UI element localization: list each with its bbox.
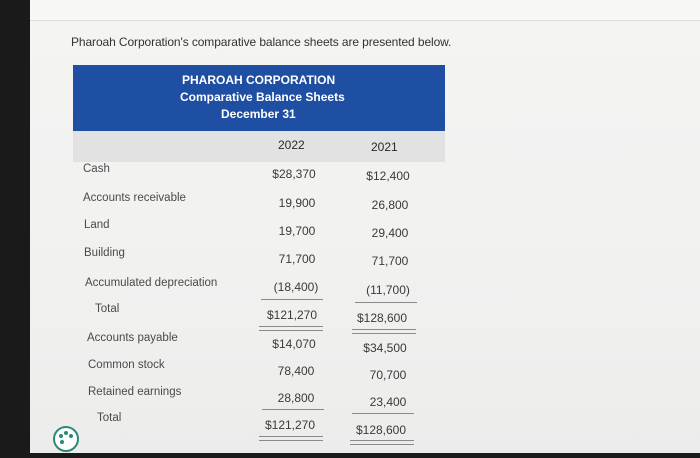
building-2022: 71,700 (278, 252, 316, 266)
underline-retained-2021 (352, 413, 414, 414)
underline-retained-2022 (262, 409, 324, 410)
company-name: PHAROAH CORPORATION (182, 73, 336, 87)
common-stock-2022: 78,400 (277, 364, 315, 378)
row-label-accumulated-depreciation: Accumulated depreciation (85, 277, 218, 289)
double-underline-total-le-2022 (259, 436, 323, 441)
double-underline-total-2021 (352, 329, 416, 334)
question-prompt: Pharoah Corporation's comparative balance sheets are presented below. (71, 35, 452, 49)
double-underline-total-2022 (259, 326, 323, 331)
land-2022: 19,700 (278, 224, 316, 238)
top-strip (30, 0, 700, 21)
accumulated-depreciation-2021: (11,700) (366, 283, 410, 297)
cash-2021: $12,400 (366, 169, 410, 183)
row-label-accounts-receivable: Accounts receivable (83, 192, 186, 204)
land-2021: 29,400 (371, 226, 409, 240)
total-liabilities-equity-2021: $128,600 (355, 423, 407, 437)
accumulated-depreciation-2022: (18,400) (273, 280, 319, 294)
statement-date: December 31 (221, 107, 296, 121)
accounts-payable-2021: $34,500 (363, 341, 407, 355)
year-2021-heading: 2021 (371, 140, 398, 154)
row-label-total-assets: Total (95, 303, 120, 315)
row-label-building: Building (84, 247, 125, 259)
row-label-cash: Cash (83, 163, 110, 175)
row-label-common-stock: Common stock (88, 359, 165, 371)
palette-icon[interactable] (52, 425, 80, 453)
balance-sheet-header (73, 65, 445, 131)
cash-2022: $28,370 (272, 167, 316, 181)
retained-earnings-2022: 28,800 (277, 391, 315, 405)
row-label-land: Land (84, 219, 110, 231)
common-stock-2021: 70,700 (369, 368, 407, 382)
total-liabilities-equity-2022: $121,270 (264, 418, 316, 432)
accounts-receivable-2022: 19,900 (278, 196, 316, 210)
retained-earnings-2021: 23,400 (369, 395, 407, 409)
row-label-accounts-payable: Accounts payable (87, 332, 178, 344)
statement-title: Comparative Balance Sheets (180, 90, 345, 104)
total-assets-2022: $121,270 (266, 308, 318, 322)
underline-accum-dep-2021 (355, 302, 417, 303)
row-label-retained-earnings: Retained earnings (88, 386, 182, 398)
accounts-payable-2022: $14,070 (272, 337, 316, 351)
year-column-bar (73, 131, 445, 162)
underline-accum-dep-2022 (261, 299, 323, 300)
year-2022-heading: 2022 (278, 138, 305, 152)
accounts-receivable-2021: 26,800 (371, 198, 409, 212)
total-assets-2021: $128,600 (356, 311, 408, 325)
double-underline-total-le-2021 (350, 440, 414, 445)
row-label-total-liabilities-equity: Total (97, 412, 122, 424)
building-2021: 71,700 (371, 254, 409, 268)
